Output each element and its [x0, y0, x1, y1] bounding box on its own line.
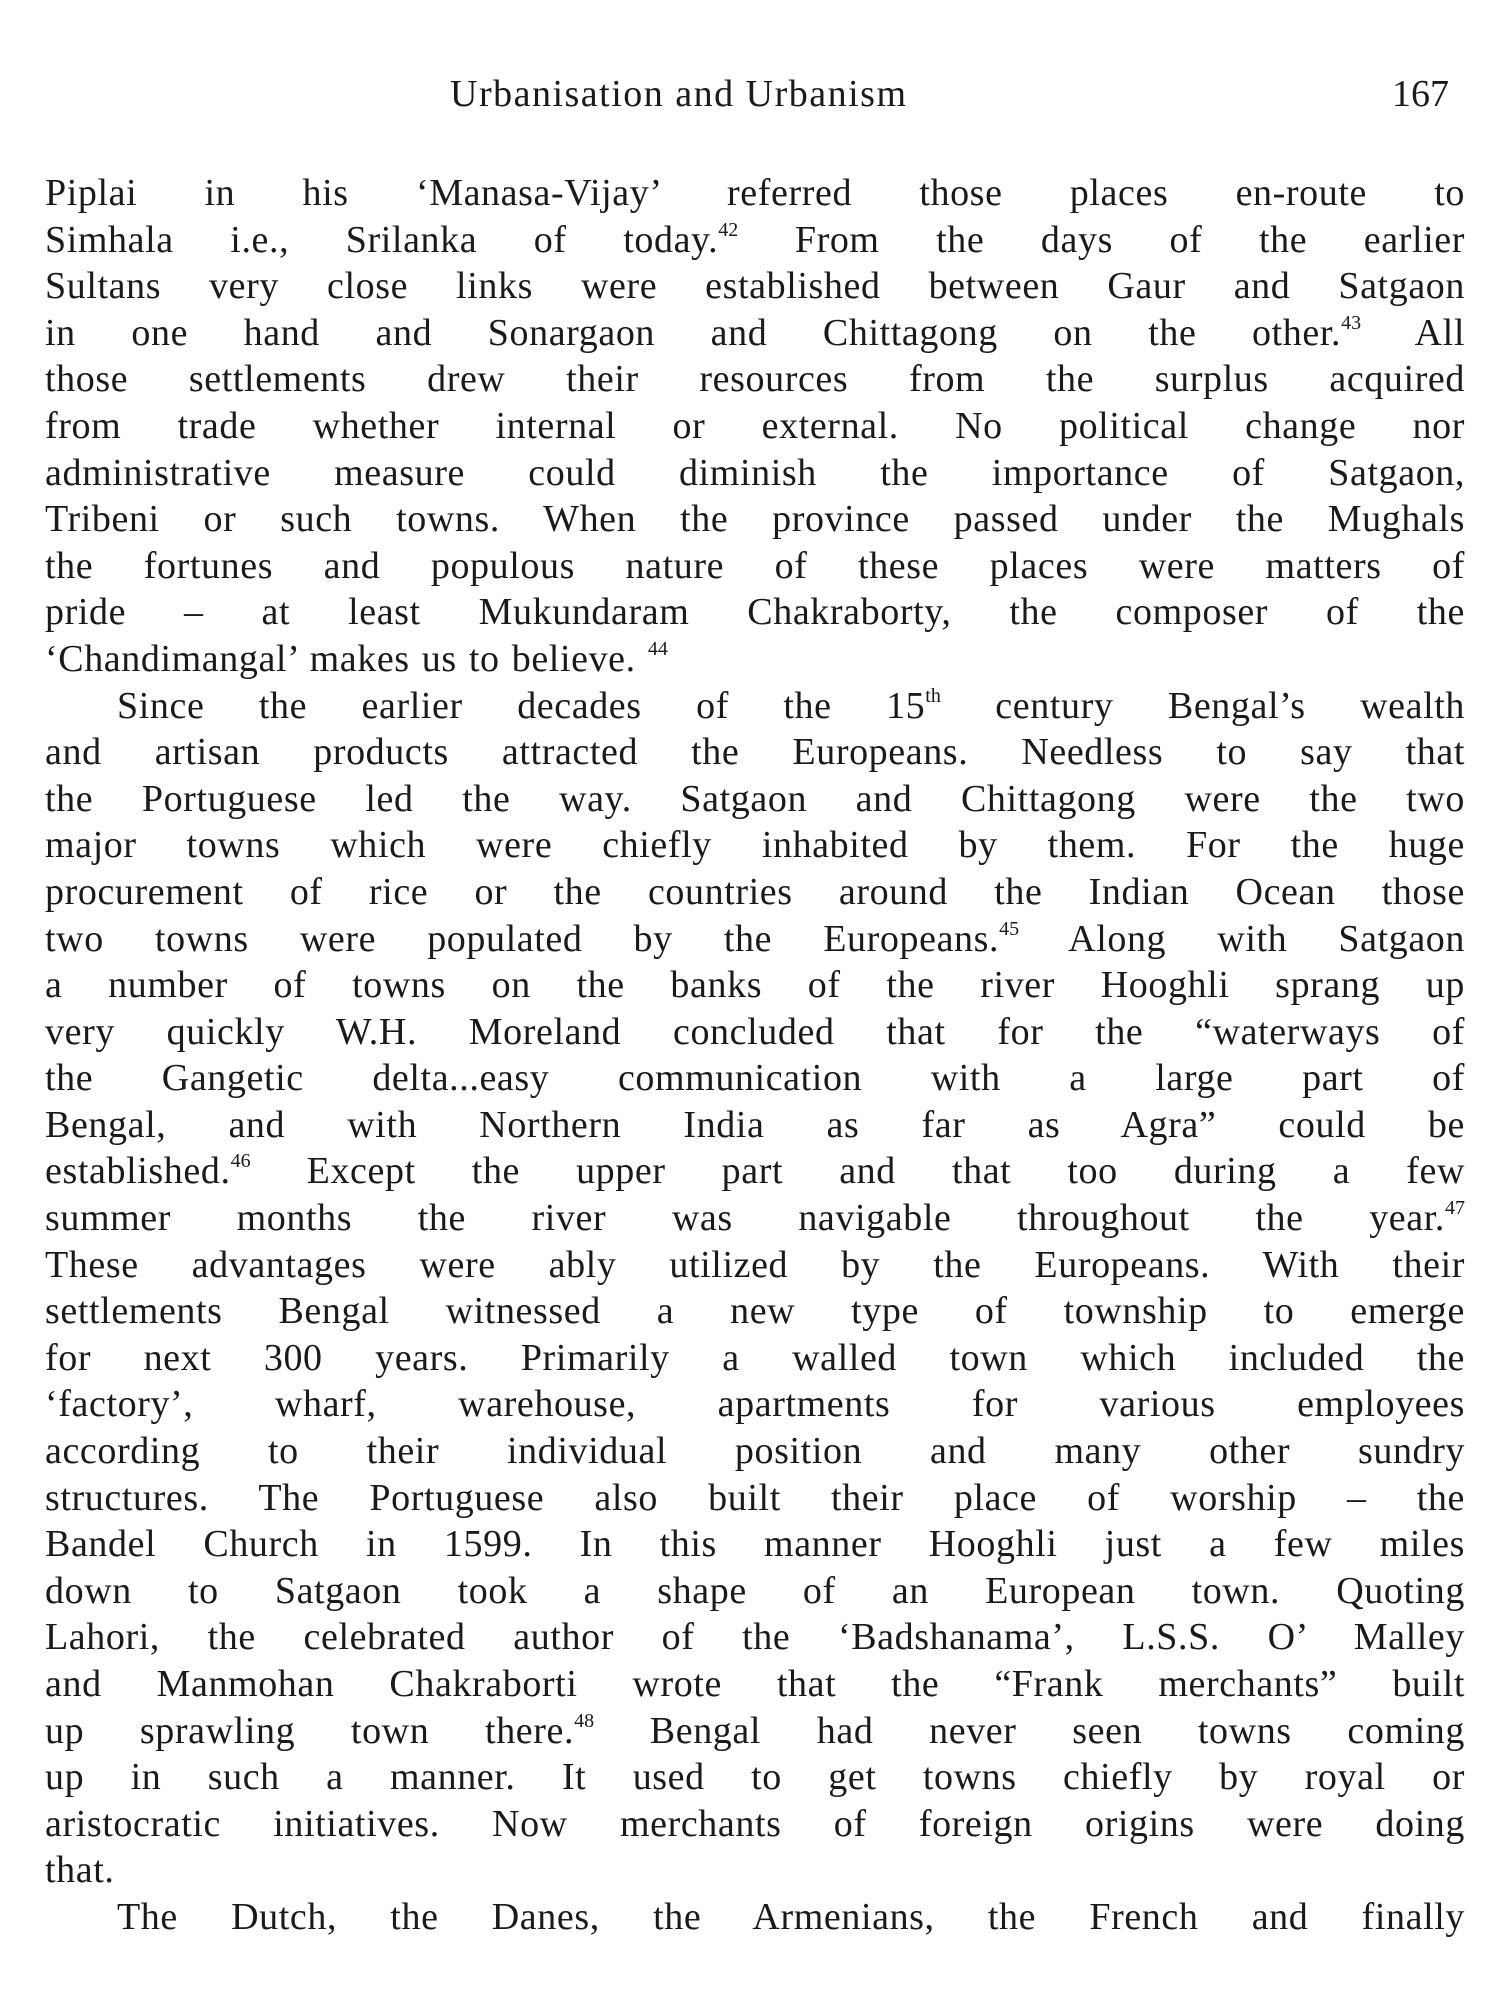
text-line	[45, 1428, 1465, 1475]
text-line	[45, 1055, 1465, 1102]
line-text: ‘Chandimangal’ makes us to believe.	[45, 637, 648, 680]
footnote-marker: th	[925, 684, 941, 707]
footnote-marker: 44	[647, 637, 668, 660]
line-text: very quickly W.H. Moreland concluded that for the “waterways of	[45, 1010, 1465, 1053]
footnote-marker: 45	[999, 917, 1020, 940]
text-line	[45, 1568, 1465, 1615]
line-text: Lahori, the celebrated author of the ‘Badshanama’, L.S.S. O’ Malley	[45, 1616, 1465, 1659]
line-text: Tribeni or such towns. When the province passed under the Mughals	[45, 498, 1465, 541]
line-text-continued: From the days of the earlier	[738, 218, 1465, 261]
line-text: down to Satgaon took a shape of an European town. Quoting	[45, 1569, 1465, 1612]
line-text: according to their individual position and many other sundry	[45, 1430, 1465, 1473]
line-text: established.	[45, 1150, 231, 1193]
line-text: from trade whether internal or external. No political change nor	[45, 404, 1465, 447]
text-line	[45, 1847, 1465, 1894]
line-text: a number of towns on the banks of the river Hooghli sprang up	[45, 964, 1465, 1007]
text-line	[45, 1288, 1465, 1335]
line-text: up in such a manner. It used to get towns chiefly by royal or	[45, 1756, 1465, 1799]
text-line	[45, 403, 1465, 450]
line-text: major towns which were chiefly inhabited by them. For the huge	[45, 824, 1465, 867]
line-text: for next 300 years. Primarily a walled town which included the	[45, 1336, 1465, 1379]
text-line	[45, 310, 1465, 357]
footnote-marker: 48	[574, 1709, 595, 1732]
body-text	[45, 170, 1465, 1941]
text-line	[45, 916, 1465, 963]
text-line	[45, 589, 1465, 636]
text-line	[45, 1195, 1465, 1242]
text-line	[45, 962, 1465, 1009]
text-line	[45, 217, 1465, 264]
line-text: settlements Bengal witnessed a new type of township to emerge	[45, 1290, 1465, 1333]
line-text: administrative measure could diminish the importance of Satgaon,	[45, 451, 1465, 494]
text-line	[45, 1614, 1465, 1661]
line-text: Bandel Church in 1599. In this manner Hooghli just a few miles	[45, 1523, 1465, 1566]
line-text: Bengal, and with Northern India as far as Agra” could be	[45, 1103, 1465, 1146]
chapter-title: Urbanisation and Urbanism	[450, 73, 908, 115]
line-text: up sprawling town there.	[45, 1709, 575, 1752]
line-text: aristocratic initiatives. Now merchants of foreign origins were doing	[45, 1802, 1465, 1845]
line-text: The Dutch, the Danes, the Armenians, the French and finally	[117, 1895, 1465, 1938]
text-line	[45, 1801, 1465, 1848]
text-line	[45, 776, 1465, 823]
text-line	[45, 1242, 1465, 1289]
line-text-continued: Bengal had never seen towns coming	[594, 1709, 1465, 1752]
line-text: These advantages were ably utilized by the Europeans. With their	[45, 1243, 1465, 1286]
text-line	[45, 729, 1465, 776]
line-text: that.	[45, 1849, 115, 1892]
running-header	[0, 72, 1500, 132]
text-line	[45, 636, 1465, 683]
line-text-continued: All	[1361, 311, 1465, 354]
text-line	[45, 356, 1465, 403]
line-text: two towns were populated by the Europeans.	[45, 917, 1000, 960]
line-text: in one hand and Sonargaon and Chittagong on the other.	[45, 311, 1342, 354]
line-text: the Portuguese led the way. Satgaon and Chittagong were the two	[45, 777, 1465, 820]
text-line	[45, 543, 1465, 590]
line-text-continued: Along with Satgaon	[1019, 917, 1465, 960]
text-line	[45, 869, 1465, 916]
line-text: the fortunes and populous nature of these places were matters of	[45, 544, 1465, 587]
text-line	[45, 1708, 1465, 1755]
footnote-marker: 43	[1341, 311, 1362, 334]
text-line	[45, 1102, 1465, 1149]
text-line	[45, 450, 1465, 497]
line-text: Simhala i.e., Srilanka of today.	[45, 218, 719, 261]
line-text: Sultans very close links were established between Gaur and Satgaon	[45, 265, 1465, 308]
text-line	[45, 170, 1465, 217]
text-line	[45, 1475, 1465, 1522]
text-line	[45, 683, 1465, 730]
text-line	[45, 1521, 1465, 1568]
line-text: the Gangetic delta...easy communication with a large part of	[45, 1057, 1465, 1100]
line-text: pride – at least Mukundaram Chakraborty, the composer of the	[45, 591, 1465, 634]
line-text: Since the earlier decades of the 15	[117, 684, 926, 727]
text-line	[45, 1894, 1465, 1941]
line-text: structures. The Portuguese also built their place of worship – the	[45, 1476, 1465, 1519]
text-line	[45, 1009, 1465, 1056]
footnote-marker: 46	[230, 1150, 251, 1173]
line-text: summer months the river was navigable throughout the year.	[45, 1197, 1445, 1240]
line-text: and Manmohan Chakraborti wrote that the “Frank merchants” built	[45, 1663, 1465, 1705]
line-text: Piplai in his ‘Manasa-Vijay’ referred those places en-route to	[45, 172, 1465, 214]
line-text: procurement of rice or the countries around the Indian Ocean those	[45, 870, 1465, 913]
text-line	[45, 496, 1465, 543]
line-text-continued: century Bengal’s wealth	[940, 684, 1465, 727]
line-text: those settlements drew their resources from the surplus acquired	[45, 358, 1465, 401]
text-line	[45, 1754, 1465, 1801]
line-text: ‘factory’, wharf, warehouse, apartments for various employees	[45, 1383, 1465, 1426]
page-number: 167	[1392, 73, 1449, 115]
text-line	[45, 822, 1465, 869]
text-line	[45, 263, 1465, 310]
line-text-continued: Except the upper part and that too during a few	[250, 1150, 1465, 1193]
footnote-marker: 47	[1445, 1197, 1465, 1220]
text-line	[45, 1148, 1465, 1195]
text-line	[45, 1381, 1465, 1428]
text-line	[45, 1335, 1465, 1382]
text-line	[45, 1661, 1465, 1708]
line-text: and artisan products attracted the Europeans. Needless to say that	[45, 731, 1465, 774]
footnote-marker: 42	[718, 218, 739, 241]
